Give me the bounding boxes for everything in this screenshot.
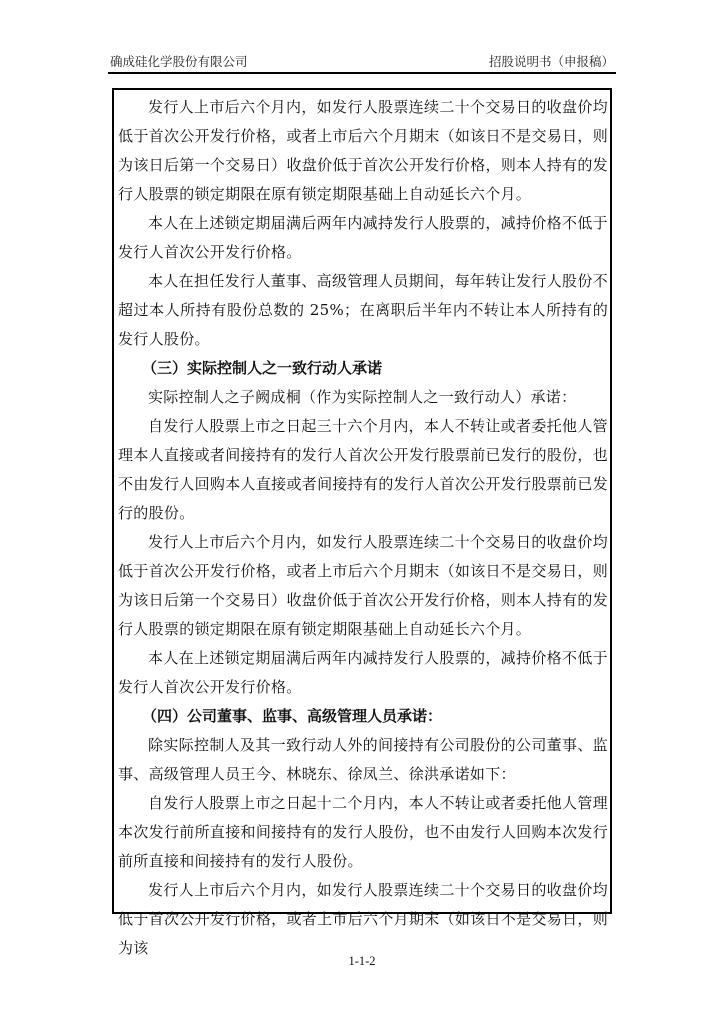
paragraph: 自发行人股票上市之日起三十六个月内，本人不转让或者委托他人管理本人直接或者间接持有的发行人首次公开发行股票前已发行的股份，也不由发行人回购本人直接或者间接持有的发行人首次公开发行股票前已发行的股份。 — [118, 417, 608, 522]
paragraph: 本人在上述锁定期届满后两年内减持发行人股票的，减持价格不低于发行人首次公开发行价格。 — [118, 214, 608, 261]
company-name: 确成硅化学股份有限公司 — [110, 54, 248, 69]
paragraph: 除实际控制人及其一致行动人外的间接持有公司股份的公司董事、监事、高级管理人员王今、林晓东、徐凤兰、徐洪承诺如下： — [118, 736, 608, 783]
paragraph: 本人在上述锁定期届满后两年内减持发行人股票的，减持价格不低于发行人首次公开发行价格。 — [118, 649, 608, 696]
page-number: 1-1-2 — [348, 954, 376, 968]
section-heading: （四）公司董事、监事、高级管理人员承诺： — [142, 707, 443, 725]
page-header — [108, 50, 616, 70]
section-heading: （三）实际控制人之一致行动人承诺 — [142, 359, 383, 377]
paragraph: 发行人上市后六个月内，如发行人股票连续二十个交易日的收盘价均低于首次公开发行价格，或者上市后六个月期末（如该日不是交易日，则为该 — [118, 881, 608, 957]
paragraph: 发行人上市后六个月内，如发行人股票连续二十个交易日的收盘价均低于首次公开发行价格，或者上市后六个月期末（如该日不是交易日，则为该日后第一个交易日）收盘价低于首次公开发行价格，则本人持有的发行人股票的锁定期限在原有锁定期限基础上自动延长六个月。 — [118, 533, 608, 638]
document-title: 招股说明书（申报稿） — [488, 54, 614, 69]
header-rule — [108, 72, 616, 74]
body-content — [118, 93, 608, 963]
paragraph: 发行人上市后六个月内，如发行人股票连续二十个交易日的收盘价均低于首次公开发行价格，或者上市后六个月期末（如该日不是交易日，则为该日后第一个交易日）收盘价低于首次公开发行价格，则本人持有的发行人股票的锁定期限在原有锁定期限基础上自动延长六个月。 — [118, 98, 608, 203]
paragraph: 自发行人股票上市之日起十二个月内，本人不转让或者委托他人管理本次发行前所直接和间接持有的发行人股份，也不由发行人回购本次发行前所直接和间接持有的发行人股份。 — [118, 794, 608, 870]
paragraph: 本人在担任发行人董事、高级管理人员期间，每年转让发行人股份不超过本人所持有股份总数的 25%；在离职后半年内不转让本人所持有的发行人股份。 — [118, 272, 608, 348]
paragraph: 实际控制人之子阙成桐（作为实际控制人之一致行动人）承诺： — [148, 388, 577, 406]
